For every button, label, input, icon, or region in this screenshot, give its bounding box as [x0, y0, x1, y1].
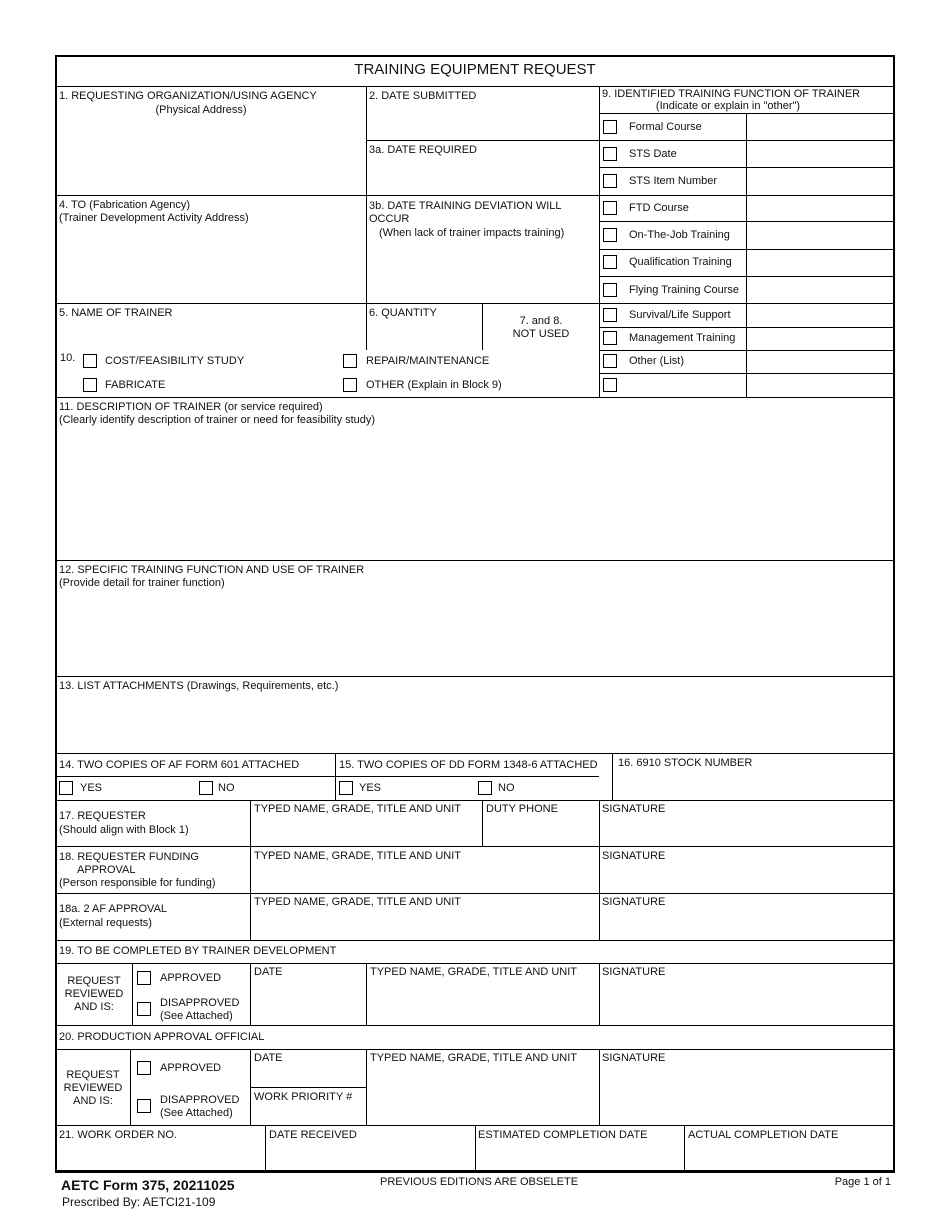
block20-work-priority-label: WORK PRIORITY #: [254, 1091, 353, 1103]
block9-option: Management Training: [629, 332, 736, 344]
block9-option-input[interactable]: [747, 374, 894, 397]
block10-option: REPAIR/MAINTENANCE: [366, 355, 490, 367]
block18a-label: 18a. 2 AF APPROVAL: [59, 903, 168, 915]
block19-disapproved: DISAPPROVED: [160, 997, 240, 1009]
work-order-field[interactable]: [56, 1143, 265, 1171]
rule: [130, 1049, 131, 1125]
block9-option: Qualification Training: [629, 256, 732, 268]
block9-option: Other (List): [629, 355, 685, 367]
block14-label: 14. TWO COPIES OF AF FORM 601 ATTACHED: [59, 759, 300, 771]
block20-date-label: DATE: [254, 1052, 283, 1064]
flying-training-checkbox[interactable]: [603, 283, 617, 297]
rule: [56, 753, 894, 754]
block11-label: 11. DESCRIPTION OF TRAINER (or service required): [59, 401, 323, 413]
block9-option: STS Item Number: [629, 175, 718, 187]
quantity-field[interactable]: [367, 320, 482, 350]
rule: [56, 1025, 894, 1026]
ftd-course-checkbox[interactable]: [603, 201, 617, 215]
block19-signature-label: SIGNATURE: [602, 966, 666, 978]
block20-reviewed: REVIEWED: [63, 1082, 123, 1094]
block20-label: 20. PRODUCTION APPROVAL OFFICIAL: [59, 1031, 265, 1043]
block1-input-area[interactable]: [56, 118, 366, 195]
block10-option: FABRICATE: [105, 379, 166, 391]
block9-option-input[interactable]: [747, 304, 894, 327]
act-completion-field[interactable]: [685, 1143, 894, 1171]
block19-name-label: TYPED NAME, GRADE, TITLE AND UNIT: [370, 966, 577, 978]
block10-number: 10.: [60, 352, 76, 364]
block21-date-received-label: DATE RECEIVED: [269, 1129, 357, 1141]
stock-number-field[interactable]: [613, 772, 894, 800]
block17-label: 17. REQUESTER: [59, 810, 146, 822]
block20-see-attached: (See Attached): [160, 1107, 233, 1119]
rule: [56, 893, 894, 894]
block1-label: 1. REQUESTING ORGANIZATION/USING AGENCY: [59, 90, 317, 102]
cost-feasibility-checkbox[interactable]: [83, 354, 97, 368]
af601-no-checkbox[interactable]: [199, 781, 213, 795]
sts-date-checkbox[interactable]: [603, 147, 617, 161]
block21-est-completion-label: ESTIMATED COMPLETION DATE: [478, 1129, 648, 1141]
block18-label-2: APPROVAL: [77, 864, 136, 876]
duty-phone-field[interactable]: [483, 817, 599, 846]
fabricate-checkbox[interactable]: [83, 378, 97, 392]
block10-option: COST/FEASIBILITY STUDY: [105, 355, 245, 367]
block3a-label: 3a. DATE REQUIRED: [369, 144, 477, 156]
rule: [132, 963, 133, 1025]
block17-phone-label: DUTY PHONE: [486, 803, 558, 815]
td-date-field[interactable]: [251, 980, 366, 1025]
repair-maintenance-checkbox[interactable]: [343, 354, 357, 368]
footer-form-id: AETC Form 375, 20211025: [61, 1177, 235, 1193]
block9-option: FTD Course: [629, 202, 689, 214]
funding-name-field[interactable]: [251, 864, 599, 893]
block18-signature-label: SIGNATURE: [602, 850, 666, 862]
est-completion-field[interactable]: [476, 1143, 684, 1171]
block9-option: Formal Course: [629, 121, 702, 133]
date-submitted-field[interactable]: [367, 104, 599, 140]
block21-act-completion-label: ACTUAL COMPLETION DATE: [688, 1129, 839, 1141]
footer-prescribed: Prescribed By: AETCI21-109: [62, 1195, 216, 1209]
td-approved-checkbox[interactable]: [137, 971, 151, 985]
prod-approved-checkbox[interactable]: [137, 1061, 151, 1075]
block10-option: OTHER (Explain in Block 9): [366, 379, 502, 391]
other-explain-checkbox[interactable]: [343, 378, 357, 392]
other-blank-checkbox[interactable]: [603, 378, 617, 392]
block17-sub: (Should align with Block 1): [59, 824, 189, 836]
deviation-date-field[interactable]: [367, 242, 599, 303]
block20-approved: APPROVED: [160, 1062, 222, 1074]
rule: [599, 86, 600, 397]
td-name-field[interactable]: [367, 980, 599, 1025]
dd1348-yes-checkbox[interactable]: [339, 781, 353, 795]
block12-sub: (Provide detail for trainer function): [59, 577, 225, 589]
footer-previous-editions: PREVIOUS EDITIONS ARE OBSELETE: [380, 1176, 579, 1188]
management-training-checkbox[interactable]: [603, 331, 617, 345]
rule: [56, 846, 894, 847]
block17-name-label: TYPED NAME, GRADE, TITLE AND UNIT: [254, 803, 461, 815]
block18-label: 18. REQUESTER FUNDING: [59, 851, 199, 863]
prod-disapproved-checkbox[interactable]: [137, 1099, 151, 1113]
prod-date-field[interactable]: [251, 1066, 366, 1087]
attachments-textarea[interactable]: [56, 694, 894, 753]
block4-label: 4. TO (Fabrication Agency): [59, 199, 191, 211]
block20-disapproved: DISAPPROVED: [160, 1094, 240, 1106]
block9-option: Flying Training Course: [629, 284, 740, 296]
rule: [366, 140, 599, 141]
block13-label: 13. LIST ATTACHMENTS (Drawings, Requirements, etc.): [59, 680, 339, 692]
block18a-signature-label: SIGNATURE: [602, 896, 666, 908]
block18-name-label: TYPED NAME, GRADE, TITLE AND UNIT: [254, 850, 461, 862]
block9-sub: (Indicate or explain in "other"): [655, 100, 801, 112]
block3b-label: 3b. DATE TRAINING DEVIATION WILL: [369, 200, 562, 212]
block19-date-label: DATE: [254, 966, 283, 978]
af601-yes-checkbox[interactable]: [59, 781, 73, 795]
block14-yes: YES: [80, 782, 103, 794]
block19-reviewed: REVIEWED: [64, 988, 124, 1000]
block19-reviewed: AND IS:: [74, 1001, 114, 1013]
qualification-training-checkbox[interactable]: [603, 255, 617, 269]
rule: [335, 753, 336, 800]
trainer-name-field[interactable]: [56, 320, 366, 350]
sts-item-number-checkbox[interactable]: [603, 174, 617, 188]
formal-course-checkbox[interactable]: [603, 120, 617, 134]
block78-label: 7. and 8.: [519, 315, 563, 327]
rule: [56, 86, 894, 87]
block2-label: 2. DATE SUBMITTED: [369, 90, 477, 102]
rule: [56, 1049, 894, 1050]
block9-option-input[interactable]: [747, 196, 894, 221]
other-blank-text-field[interactable]: [621, 374, 746, 397]
rule: [56, 303, 599, 304]
survival-life-support-checkbox[interactable]: [603, 308, 617, 322]
block12-label: 12. SPECIFIC TRAINING FUNCTION AND USE OF TRAINER: [59, 564, 365, 576]
block20-name-label: TYPED NAME, GRADE, TITLE AND UNIT: [370, 1052, 577, 1064]
rule: [56, 676, 894, 677]
block9-option-input[interactable]: [747, 222, 894, 249]
block20-reviewed: AND IS:: [73, 1095, 113, 1107]
block18-sub: (Person responsible for funding): [59, 877, 216, 889]
block9-option: Survival/Life Support: [629, 309, 731, 321]
block19-see-attached: (See Attached): [160, 1010, 233, 1022]
block78-label-2: NOT USED: [512, 328, 570, 340]
td-disapproved-checkbox[interactable]: [137, 1002, 151, 1016]
rule: [56, 397, 894, 398]
block9-option-input[interactable]: [747, 277, 894, 303]
rule: [56, 560, 894, 561]
block9-option-input[interactable]: [747, 250, 894, 276]
rule: [56, 195, 599, 196]
block18a-name-label: TYPED NAME, GRADE, TITLE AND UNIT: [254, 896, 461, 908]
prod-name-field[interactable]: [367, 1066, 599, 1125]
block16-label: 16. 6910 STOCK NUMBER: [618, 757, 753, 769]
block14-no: NO: [218, 782, 235, 794]
af-approval-name-field[interactable]: [251, 910, 599, 940]
requester-name-field[interactable]: [251, 817, 482, 846]
rule: [251, 1087, 366, 1088]
block19-reviewed: REQUEST: [67, 975, 121, 987]
block18a-sub: (External requests): [59, 917, 152, 929]
block17-signature-label: SIGNATURE: [602, 803, 666, 815]
ojt-checkbox[interactable]: [603, 228, 617, 242]
block19-approved: APPROVED: [160, 972, 222, 984]
block9-option-input[interactable]: [747, 168, 894, 195]
block3b-sub: (When lack of trainer impacts training): [379, 227, 565, 239]
prod-signature-field[interactable]: [600, 1066, 894, 1125]
block4-input-area[interactable]: [56, 227, 366, 303]
block3b-label-2: OCCUR: [369, 213, 410, 225]
block11-sub: (Clearly identify description of trainer or need for feasibility study): [59, 414, 376, 426]
block1-sub: (Physical Address): [155, 104, 247, 116]
form-title: TRAINING EQUIPMENT REQUEST: [354, 61, 596, 78]
block9-option-input[interactable]: [747, 351, 894, 373]
rule: [56, 776, 599, 777]
block20-signature-label: SIGNATURE: [602, 1052, 666, 1064]
block15-label: 15. TWO COPIES OF DD FORM 1348-6 ATTACHED: [339, 759, 598, 771]
block9-option-input[interactable]: [747, 141, 894, 167]
block9-label: 9. IDENTIFIED TRAINING FUNCTION OF TRAINER: [602, 88, 861, 100]
rule: [56, 963, 894, 964]
td-signature-field[interactable]: [600, 980, 894, 1025]
requester-signature-field[interactable]: [600, 817, 894, 846]
block15-yes: YES: [359, 782, 382, 794]
rule: [56, 940, 894, 941]
block9-option: On-The-Job Training: [629, 229, 730, 241]
date-received-field[interactable]: [266, 1143, 475, 1171]
block15-no: NO: [498, 782, 515, 794]
block20-reviewed: REQUEST: [66, 1069, 120, 1081]
block19-label: 19. TO BE COMPLETED BY TRAINER DEVELOPMENT: [59, 945, 337, 957]
block6-label: 6. QUANTITY: [369, 307, 437, 319]
dd1348-no-checkbox[interactable]: [478, 781, 492, 795]
date-required-field[interactable]: [367, 158, 599, 195]
block9-option-input[interactable]: [747, 328, 894, 350]
block9-option-input[interactable]: [747, 114, 894, 140]
block4-sub: (Trainer Development Activity Address): [59, 212, 249, 224]
af-approval-signature-field[interactable]: [600, 910, 894, 940]
block9-option: STS Date: [629, 148, 677, 160]
other-list-checkbox[interactable]: [603, 354, 617, 368]
rule: [56, 800, 894, 801]
block21-label: 21. WORK ORDER NO.: [59, 1129, 177, 1141]
footer-page-number: Page 1 of 1: [834, 1176, 891, 1188]
training-function-textarea[interactable]: [56, 592, 894, 676]
block5-label: 5. NAME OF TRAINER: [59, 307, 173, 319]
funding-signature-field[interactable]: [600, 864, 894, 893]
trainer-description-textarea[interactable]: [56, 430, 894, 560]
work-priority-field[interactable]: [251, 1105, 366, 1125]
